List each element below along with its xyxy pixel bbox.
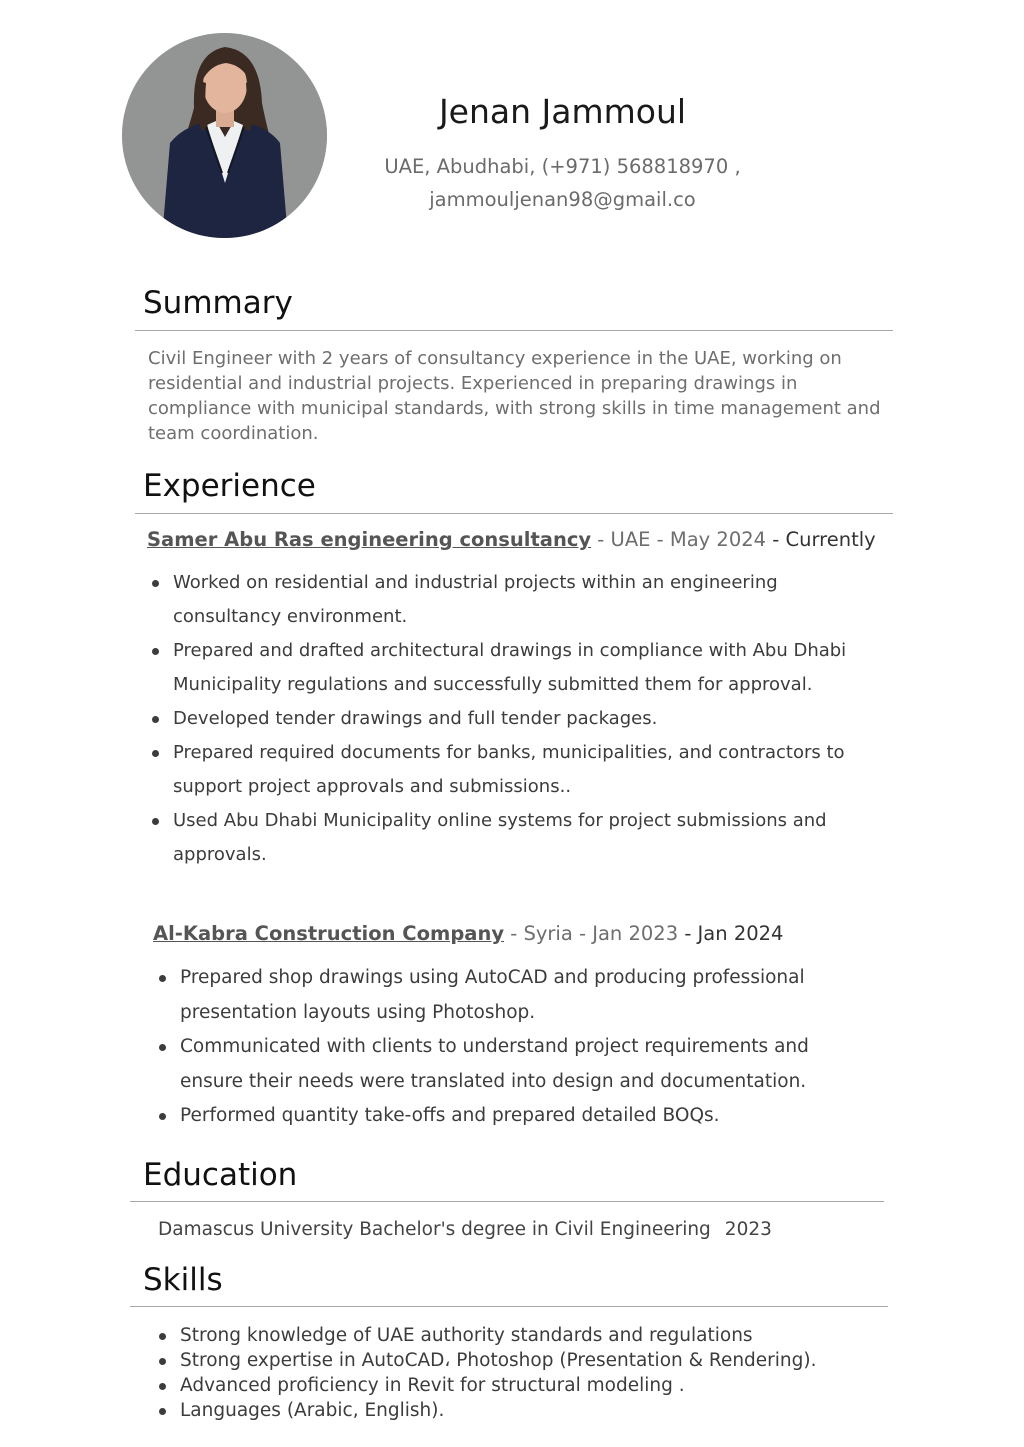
list-item: Prepared shop drawings using AutoCAD and producing professional presentation layouts using Photoshop. (180, 961, 870, 1030)
list-item: Prepared and drafted architectural drawings in compliance with Abu Dhabi Municipality regulations and successfully submitted them for approval. (173, 634, 873, 702)
section-divider (135, 330, 893, 331)
list-item: Prepared required documents for banks, municipalities, and contractors to support project approvals and submissions.. (173, 736, 873, 804)
section-divider (130, 1201, 884, 1202)
contact-line-email: jammouljenan98@gmail.co (429, 188, 696, 211)
skills-list (180, 1323, 900, 1423)
section-title-summary: Summary (143, 285, 293, 321)
education-year: 2023 (724, 1219, 772, 1240)
job-heading (147, 528, 876, 551)
education-entry (158, 1219, 772, 1240)
list-item: Communicated with clients to understand project requirements and ensure their needs were translated into design and documentation. (180, 1030, 870, 1099)
company-name: Samer Abu Ras engineering consultancy (147, 528, 592, 551)
job-location-start: - Syria - Jan 2023 (504, 922, 679, 945)
list-item: Strong expertise in AutoCAD، Photoshop (Presentation & Rendering). (180, 1348, 900, 1373)
list-item: Developed tender drawings and full tender packages. (173, 702, 873, 736)
company-name: Al-Kabra Construction Company (153, 922, 505, 945)
job-end-date: - Currently (766, 528, 876, 551)
section-title-education: Education (143, 1157, 298, 1193)
list-item: Performed quantity take-offs and prepared detailed BOQs. (180, 1099, 870, 1134)
list-item: Worked on residential and industrial projects within an engineering consultancy environment. (173, 566, 873, 634)
list-item: Advanced proficiency in Revit for structural modeling . (180, 1373, 900, 1398)
section-title-skills: Skills (143, 1262, 223, 1298)
profile-photo (122, 33, 327, 238)
candidate-name: Jenan Jammoul (438, 92, 687, 131)
profile-photo-illustration (122, 33, 327, 238)
section-divider (135, 513, 893, 514)
job-end-date: - Jan 2024 (678, 922, 784, 945)
section-divider (130, 1306, 888, 1307)
section-title-experience: Experience (143, 468, 316, 504)
list-item: Languages (Arabic, English). (180, 1398, 900, 1423)
education-degree: Damascus University Bachelor's degree in Civil Engineering (158, 1219, 711, 1240)
summary-text: Civil Engineer with 2 years of consultancy experience in the UAE, working on residential and industrial projects. Experienced in preparing drawings in compliance with municipal standards, with strong skills in time management and team coordination. (148, 348, 881, 444)
job-heading (153, 922, 783, 945)
list-item: Used Abu Dhabi Municipality online systems for project submissions and approvals. (173, 804, 873, 872)
contact-line-location-phone: UAE, Abudhabi, (+971) 568818970 , (384, 155, 741, 178)
job-location-start: - UAE - May 2024 (591, 528, 767, 551)
job-bullet-list (173, 566, 873, 872)
list-item: Strong knowledge of UAE authority standards and regulations (180, 1323, 900, 1348)
job-bullet-list (180, 961, 870, 1134)
